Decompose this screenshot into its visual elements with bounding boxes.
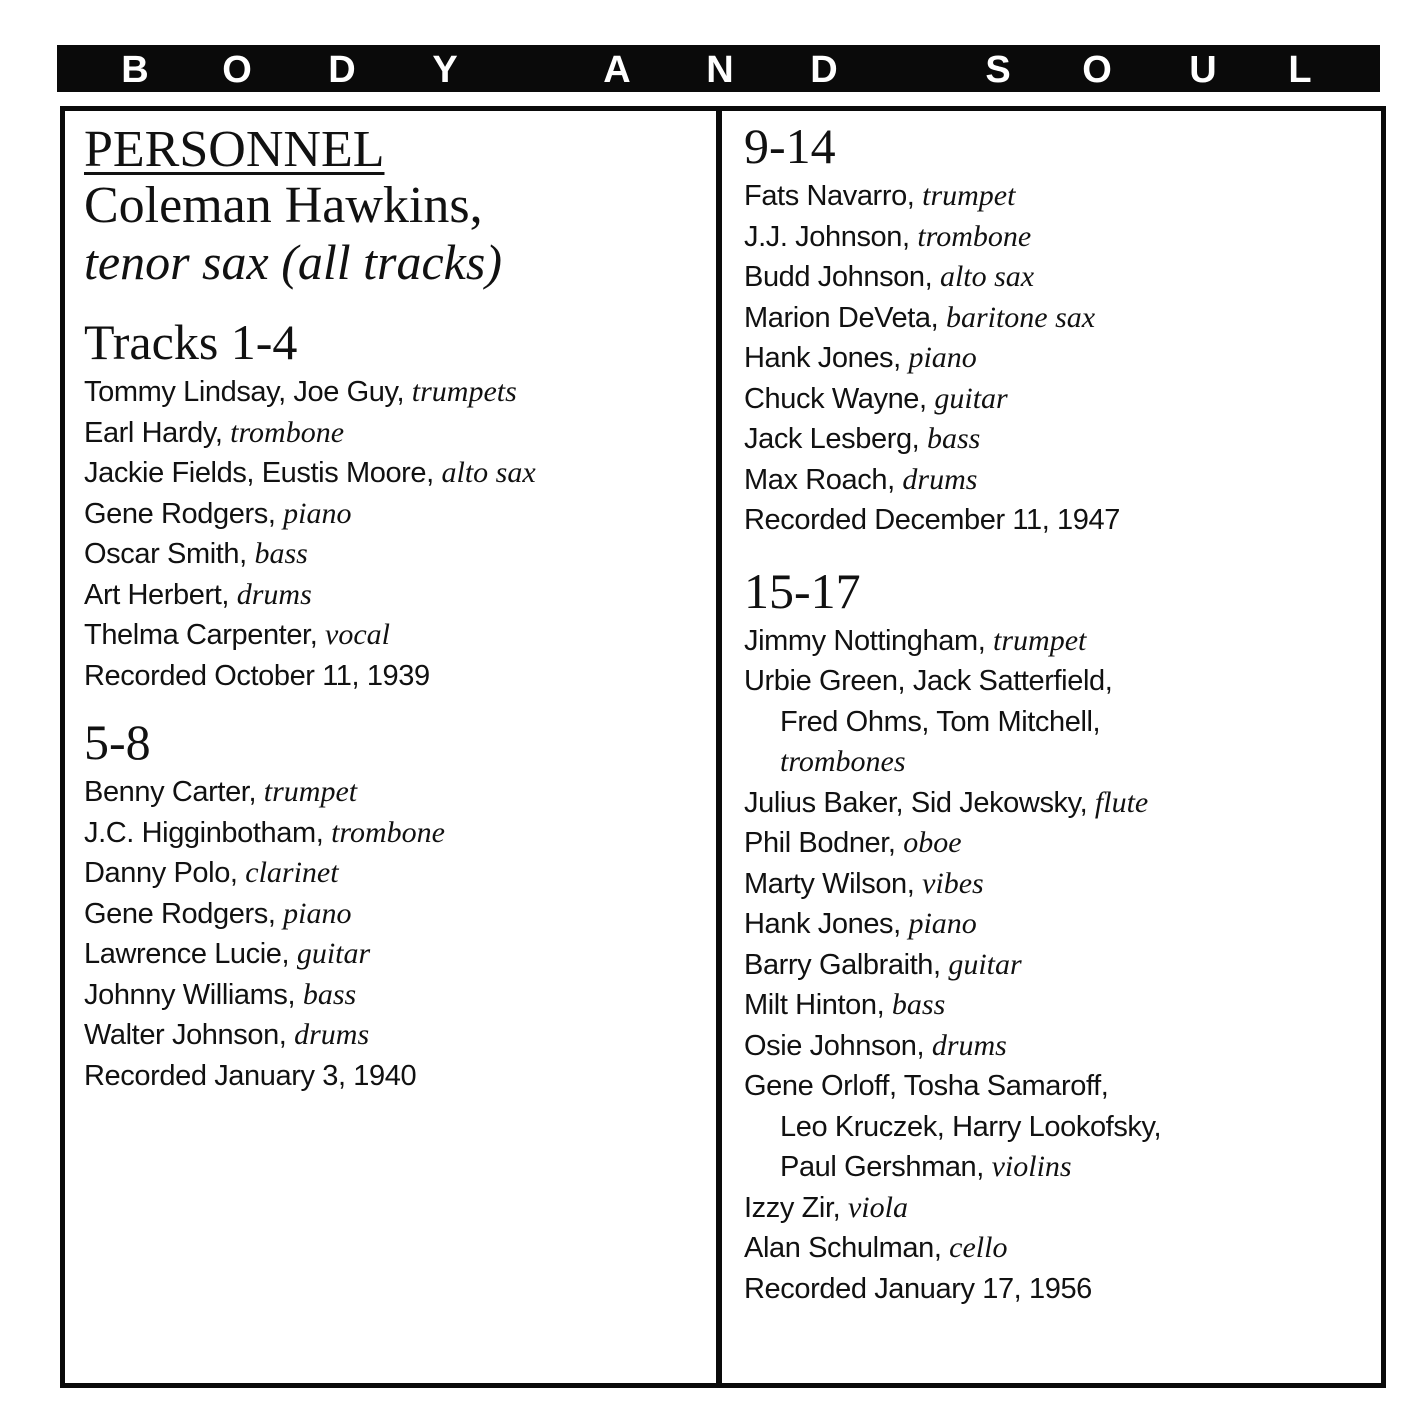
instrument: flute xyxy=(1094,785,1149,819)
personnel-line xyxy=(744,985,1161,1026)
musician-name: Osie Johnson, xyxy=(744,1029,932,1062)
instrument: baritone sax xyxy=(945,300,1096,334)
musician-name: Alan Schulman, xyxy=(744,1232,950,1264)
instrument: trombone xyxy=(230,415,345,449)
musician-name: Milt Hinton, xyxy=(744,989,892,1021)
musician-name: Hank Jones, xyxy=(744,342,909,374)
instrument: bass xyxy=(927,422,981,455)
right-column xyxy=(744,112,1161,1309)
musician-name: Max Roach, xyxy=(744,463,903,496)
instrument: trumpet xyxy=(922,179,1016,212)
musician-name: Art Herbert, xyxy=(84,578,237,611)
instrument: piano xyxy=(908,341,977,374)
musician-name: J.C. Higginbotham, xyxy=(84,816,332,849)
personnel-line xyxy=(744,1147,1161,1188)
banner-letter: S xyxy=(985,49,1011,91)
musician-name: Lawrence Lucie, xyxy=(84,938,297,970)
musician-name: Gene Orloff, Tosha Samaroff, xyxy=(744,1070,1109,1102)
personnel-line xyxy=(744,379,1161,420)
musician-name: Phil Bodner, xyxy=(744,827,904,859)
musician-name: Leo Kruczek, Harry Lookofsky, xyxy=(780,1110,1162,1143)
leader-role: tenor sax (all tracks) xyxy=(84,234,502,290)
personnel-line xyxy=(84,813,536,854)
musician-name: Gene Rodgers, xyxy=(84,897,284,930)
personnel-line xyxy=(744,1228,1161,1269)
personnel-line xyxy=(84,934,536,975)
banner-letter: Y xyxy=(432,49,458,91)
musician-name: Thelma Carpenter, xyxy=(84,619,326,651)
musician-name: Fats Navarro, xyxy=(744,180,923,212)
instrument: violins xyxy=(991,1150,1072,1183)
instrument: guitar xyxy=(934,381,1008,415)
musician-name: Marion DeVeta, xyxy=(744,301,946,334)
personnel-line xyxy=(744,823,1161,864)
banner-letter: U xyxy=(1189,49,1217,91)
banner-letter: O xyxy=(222,49,252,91)
instrument: piano xyxy=(908,907,977,940)
personnel-line xyxy=(744,298,1161,339)
instrument: oboe xyxy=(903,826,962,859)
personnel-line xyxy=(84,494,536,535)
instrument: trumpet xyxy=(263,775,358,808)
instrument: trombone xyxy=(917,219,1032,253)
personnel-line xyxy=(84,372,536,413)
personnel-line xyxy=(84,853,536,894)
musician-name: Budd Johnson, xyxy=(744,261,940,293)
personnel-line xyxy=(84,656,536,697)
column-divider xyxy=(716,111,722,1383)
instrument: bass xyxy=(891,988,946,1021)
personnel-line xyxy=(744,1107,1161,1148)
album-title-banner xyxy=(57,45,1380,92)
instrument: trombones xyxy=(780,745,906,778)
musician-name: Tommy Lindsay, Joe Guy, xyxy=(84,376,412,408)
instrument: viola xyxy=(847,1190,908,1224)
musician-name: Johnny Williams, xyxy=(84,978,303,1011)
personnel-line xyxy=(744,864,1161,905)
instrument: drums xyxy=(902,462,978,496)
personnel-line xyxy=(744,257,1161,298)
banner-letter: N xyxy=(706,49,734,91)
personnel-line xyxy=(84,575,536,616)
instrument: piano xyxy=(283,896,352,930)
personnel-line xyxy=(744,783,1161,824)
personnel-line xyxy=(84,534,536,575)
musician-name: Jimmy Nottingham, xyxy=(744,624,994,657)
instrument: drums xyxy=(294,1018,370,1051)
musician-name: Chuck Wayne, xyxy=(744,382,935,415)
section-heading: Tracks 1-4 xyxy=(84,314,298,370)
musician-name: Danny Polo, xyxy=(84,857,246,889)
musician-name: Jack Lesberg, xyxy=(744,423,927,455)
personnel-line xyxy=(744,702,1161,743)
musician-name: Gene Rodgers, xyxy=(84,497,284,530)
instrument: alto sax xyxy=(441,456,536,489)
instrument: bass xyxy=(302,977,357,1011)
left-sections xyxy=(84,312,536,1096)
instrument: guitar xyxy=(948,947,1022,981)
musician-name: Julius Baker, Sid Jekowsky, xyxy=(744,786,1095,819)
personnel-line xyxy=(744,742,1161,783)
personnel-line xyxy=(84,413,536,454)
musician-name: Fred Ohms, Tom Mitchell, xyxy=(780,705,1101,738)
instrument: piano xyxy=(283,496,352,530)
personnel-line xyxy=(744,621,1161,662)
instrument: trombone xyxy=(331,815,445,849)
musician-name: Earl Hardy, xyxy=(84,416,231,449)
leader-name: Coleman Hawkins, xyxy=(84,177,483,234)
personnel-line xyxy=(744,945,1161,986)
right-sections xyxy=(744,116,1161,1309)
musician-name: Recorded January 3, 1940 xyxy=(84,1059,417,1092)
personnel-line xyxy=(744,217,1161,258)
personnel-line xyxy=(84,894,536,935)
instrument: vibes xyxy=(922,866,984,900)
instrument: trumpet xyxy=(993,623,1087,657)
section-heading: 9-14 xyxy=(744,118,836,174)
personnel-line xyxy=(84,975,536,1016)
banner-letter: O xyxy=(1082,49,1112,91)
instrument: clarinet xyxy=(245,856,339,889)
personnel-line xyxy=(744,1026,1161,1067)
instrument: alto sax xyxy=(939,260,1035,293)
musician-name: Oscar Smith, xyxy=(84,538,255,570)
personnel-line xyxy=(84,615,536,656)
musician-name: Barry Galbraith, xyxy=(744,948,949,981)
musician-name: Marty Wilson, xyxy=(744,867,923,900)
personnel-line xyxy=(84,772,536,813)
personnel-line xyxy=(744,176,1161,217)
personnel-line xyxy=(744,500,1161,541)
instrument: bass xyxy=(254,537,308,570)
personnel-line xyxy=(744,460,1161,501)
personnel-line xyxy=(744,1066,1161,1107)
musician-name: Izzy Zir, xyxy=(744,1191,848,1224)
musician-name: Recorded October 11, 1939 xyxy=(84,659,430,692)
banner-letter: A xyxy=(603,49,631,91)
banner-letter: D xyxy=(810,49,838,91)
personnel-line xyxy=(744,661,1161,702)
personnel-line xyxy=(84,1015,536,1056)
musician-name: Recorded December 11, 1947 xyxy=(744,504,1120,536)
instrument: drums xyxy=(236,577,312,611)
personnel-line xyxy=(744,1188,1161,1229)
instrument: trumpets xyxy=(411,375,517,408)
banner-letter: L xyxy=(1288,49,1312,91)
musician-name: Hank Jones, xyxy=(744,908,909,940)
personnel-title: PERSONNEL xyxy=(84,121,385,178)
musician-name: Recorded January 17, 1956 xyxy=(744,1272,1092,1305)
personnel-line xyxy=(744,419,1161,460)
left-column xyxy=(84,112,536,1096)
personnel-line xyxy=(744,1269,1161,1310)
instrument: cello xyxy=(949,1231,1008,1264)
instrument: vocal xyxy=(325,618,390,651)
musician-name: Urbie Green, Jack Satterfield, xyxy=(744,665,1113,697)
banner-letter: D xyxy=(328,49,356,91)
section-heading: 5-8 xyxy=(84,714,151,770)
banner-letter: B xyxy=(121,49,149,91)
musician-name: Jackie Fields, Eustis Moore, xyxy=(84,457,442,489)
musician-name: Paul Gershman, xyxy=(780,1151,992,1183)
personnel-line xyxy=(744,904,1161,945)
musician-name: Walter Johnson, xyxy=(84,1019,295,1051)
personnel-line xyxy=(84,453,536,494)
personnel-line xyxy=(744,338,1161,379)
musician-name: J.J. Johnson, xyxy=(744,220,918,253)
section-heading: 15-17 xyxy=(744,562,861,619)
instrument: drums xyxy=(931,1028,1007,1062)
instrument: guitar xyxy=(296,937,371,970)
musician-name: Benny Carter, xyxy=(84,776,264,808)
personnel-line xyxy=(84,1056,536,1097)
